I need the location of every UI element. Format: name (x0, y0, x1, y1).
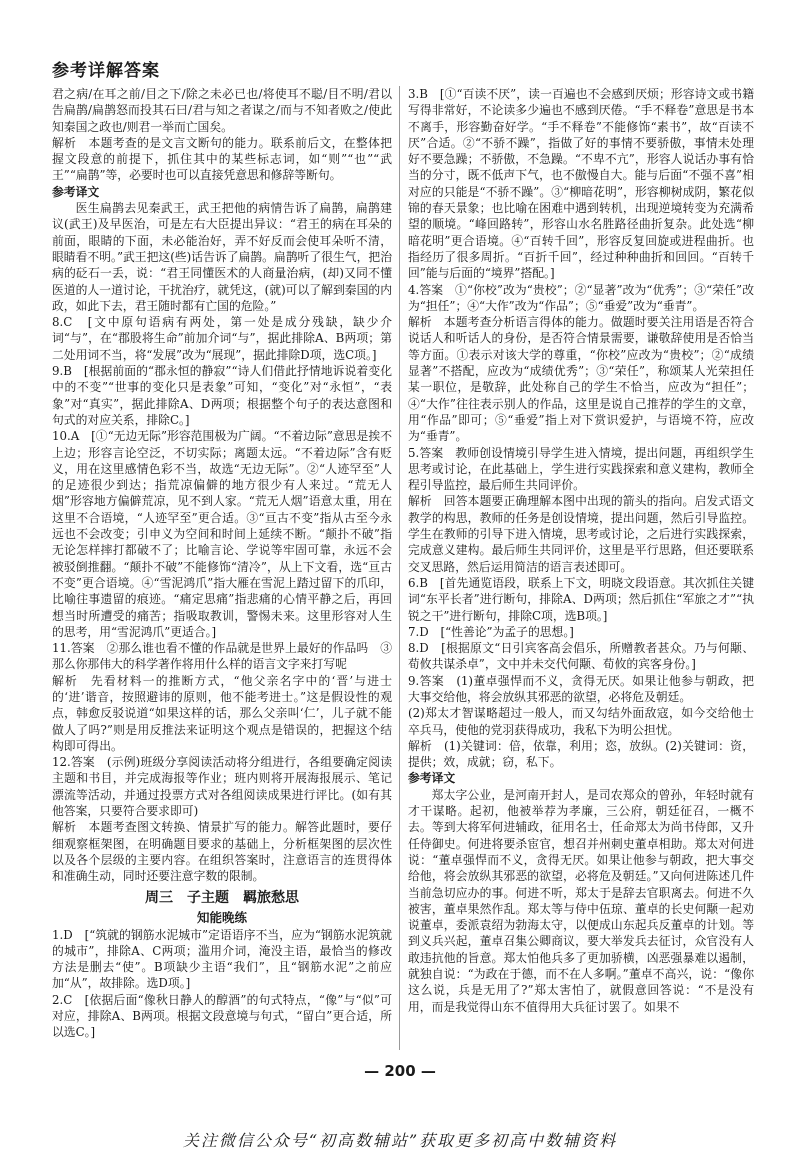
question-12-analysis: 解析 本题考查图文转换、情景扩写的能力。解答此题时，要仔细观察框架图，在明确题目要求的基础上，分析框架图的层次性以及各个层级的主要内容。在组织答案时，注意语言的连贯得体和准确生动，同时还要注意字数的限制。 (52, 820, 392, 884)
question-4-analysis: 解析 本题考查分析语言得体的能力。做题时要关注用语是否符合说话人和听话人的身份，是否符合情景需要，谦敬辞使用是否恰当等方面。①表示对该大学的尊重，“你校”应改为“贵校”；②“成绩显著”不搭配，应改为“成绩优秀”；③“荣任”，称颂某人光荣担任某一职位，是敬辞，此处称自己的学生不恰当，应改为“担任”；④“大作”往往表示别人的作品，这里是说自己推荐的学生的文章，用“作品”即可；⑤“垂爱”指上对下赏识爱护，与语境不符，应改为“垂青”。 (408, 315, 754, 444)
question-2-answer: 2.C [依据后面“像秋日静人的醇酒”的句式特点，“像”与“似”可对应，排除A、B两项。根据文段意境与句式，“留白”更合适，所以选C。] (52, 992, 392, 1040)
question-9-answer: 9.B [根据前面的“郡永恒的静寂”“诗人们借此抒情地诉说着变化中的不变”“世事的变化只是表象”可知，“变化”对“永恒”，“表象”对“真实”，据此排除A、D两项；根据整个句子的表达意图和句式的对应关系，排除C。] (52, 364, 392, 427)
footer-note: 关注微信公众号“初高数辅站”获取更多初高中数辅资料 (182, 1131, 618, 1150)
question-9-answer: 9.答案 (1)董卓强悍而不义，贪得无厌。如果让他参与朝政，把大事交给他，将会放纵其邪恶的欲望，必将危及朝廷。 (408, 673, 754, 704)
question-8-answer: 8.D [根据原文“日引宾客高会倡乐，所赠教者甚众。乃与何颙、荀攸共谋杀卓”，文中并未交代何颙、荀攸的宾客身份。] (408, 641, 754, 672)
question-1-answer: 1.D [“筑就的钢筋水泥城市”定语语序不当，应为“钢筋水泥筑就的城市”，排除A、C两项；滥用介词，淹没主语，最恰当的修改方法是删去“使”。B项缺少主语“我们”，且“钢筋水泥”之前应加“从”，故排除。选D项。] (52, 927, 392, 991)
reference-translation-title: 参考译文 (52, 184, 100, 199)
question-9-analysis: 解析 (1)关键词：倍，依靠，利用；恣，放纵。(2)关键词：资，提供；效，成就；窃，私下。 (408, 738, 754, 770)
question-12-answer: 12.答案 (示例)班级分享阅读活动将分组进行，各组要确定阅读主题和书目，并完成海报等作业；班内则将开展海报展示、笔记漂流等活动，并通过投票方式对各组阅读成果进行评比。(如有其他答案，只要符合要求即可) (52, 755, 392, 819)
question-5-answer: 5.答案 教师创设情境引导学生进入情境，提出问题，再组织学生思考或讨论，在此基础上，学生进行实践探索和意义建构，教师全程引导监控，最后师生共同评价。 (408, 445, 754, 493)
translation-paragraph: 郑太字公业，是河南开封人，是司农郑众的曾孙，年轻时就有才干谋略。起初，他被举荐为孝廉，三公府，朝廷征召，一概不去。等到大将军何进辅政，征用名士，任命郑太为尚书侍郎，又升任侍御史。何进将要杀宦官，想召并州刺史董卓相助。郑太对何进说：“董卓强悍而不义，贪得无厌。如果让他参与朝政，把大事交给他，将会放纵其邪恶的欲望，必将危及朝廷。”又向何进陈述几件当前急切应办的事。何进不听，郑太于是辞去官职离去。何进不久被害，董卓果然作乱。郑太等与侍中伍琼、董卓的长史何颙一起劝说董卓，委派袁绍为勃海太守，以便成山东起兵反董卓的计划。等到义兵兴起，董卓召集公卿商议，要大举发兵去征讨，众官没有人敢违抗他的旨意。郑太怕他兵多了更加骄横，凶恶强暴难以遏制，就独自说：“为政在于德，而不在人多啊。”董卓不高兴，说：“像你这么说，兵是无用了?”郑太害怕了，就假意回答说：“不是没有用，而是我觉得山东不值得用大兵征讨罢了。如果不 (408, 787, 754, 1014)
answer-paragraph: 君之病/在耳之前/目之下/除之未必已也/将使耳不聪/目不明/君以告扁鹊/扁鹊怒而投其石曰/君与知之者谋之/而与不知者败之/使此知秦国之政也/则君一举而亡国矣。 (52, 87, 392, 134)
question-5-analysis: 解析 回答本题要正确理解本图中出现的箭头的指向。启发式语文教学的构思，教师的任务是创设情境，提出问题，然后引导监控。学生在教师的引导下进入情境，思考或讨论，之后进行实践探索，完成意义建构。最后师生共同评价，这里是平行思路，但还要联系交叉思路，然后运用简洁的语言表述即可。 (408, 494, 754, 574)
question-8-answer: 8.C [文中原句语病有两处，第一处是成分残缺，缺少介词“与”，在“郡股将生命”前加介词“与”，据此排除A、B两项；第二处用词不当，将“发展”改为“展现”，据此排除D项，选C项。] (52, 315, 392, 362)
question-4-answer: 4.答案 ①“你校”改为“贵校”；②“显著”改为“优秀”；③“荣任”改为“担任”；④“大作”改为“作品”；⑤“垂爱”改为“垂青”。 (408, 282, 754, 313)
subsection-title: 知能晚练 (196, 909, 247, 925)
column-divider (399, 86, 400, 1050)
question-6-answer: 6.B [首先通览语段，联系上下文，明晓文段语意。其次抓住关键词“东平长者”进行断句，排除A、D两项；然后抓住“军旅之才”“执锐之干”进行断句，排除C项，选B项。] (408, 575, 754, 623)
right-column (408, 86, 754, 1050)
question-3-answer: 3.B [①“百读不厌”，读一百遍也不会感到厌烦；形容诗文或书籍写得非常好，不论读多少遍也不感到厌倦。“手不释卷”意思是书本不离手，形容勤奋好学。“手不释卷”不能修饰“素书”，故“百读不厌”合适。②“不骄不躁”，指做了好的事情不要骄傲，事情未处理好不要急躁；不骄傲，不急躁。“不卑不亢”，形容人说话办事有恰当的分寸，既不低声下气，也不傲慢自大。能与后面“不强不喜”相对应的只能是“不骄不躁”。③“柳暗花明”，形容柳树成阴，繁花似锦的春天景象；也比喻在困难中遇到转机，出现逆境转变为充满希望的顺境。“峰回路转”，形容山水名胜路径曲折复杂。此处选“柳暗花明”更合语境。④“百转千回”，形容反复回旋或进程曲折。也指经历了很多周折。“百折千回”，经过种种曲折和回回。“百转千回”能与后面的“境界”搭配。] (408, 87, 754, 281)
question-7-answer: 7.D [“性善论”为孟子的思想。] (408, 624, 574, 639)
section-title: 周三 子主题 羁旅愁思 (145, 889, 299, 906)
question-9-answer-2: (2)郑太才智谋略超过一般人，而又勾结外面敌寇，如今交给他士卒兵马，使他的党羽获得成功，我私下为明公担忧。 (408, 706, 754, 737)
reference-translation-title: 参考译文 (408, 771, 456, 786)
left-column (52, 86, 392, 1050)
question-11-answer: 11.答案 ②那么谁也看不懂的作品就是世界上最好的作品吗 ③那么你那伟大的科学著作将用什么样的语言文字来打写呢 (52, 641, 392, 672)
analysis-paragraph: 解析 本题考查的是文言文断句的能力。联系前后文，在整体把握文段意的前提下，抓住其中的某些标志词，如“则”“也”“武王”“扁鹊”等，必要时也可以直接凭意思和修辞等断句。 (52, 135, 392, 183)
question-11-analysis: 解析 先看材料一的推断方式，“他父亲名字中的‘晋’与进士的‘进’谐音，按照避讳的原则，他不能考进士。”这是假设性的观点，韩愈反驳说道“如果这样的话，那么父亲叫‘仁’，儿子就不能做人了吗?”则是用反推法来证明这个观点是错误的，把握这个结构即可得出。 (52, 673, 392, 753)
question-10-answer: 10.A [①“无边无际”形容范围极为广阔。“不着边际”意思是挨不上边；形容言论空泛，不切实际；离题太远。“不着边际”含有贬义，用在这里感情色彩不当，故选“无边无际”。②“人迹罕至”人的足迹很少到达；指荒凉偏僻的地方很少有人来过。“荒无人烟”形容地方偏僻荒凉，见不到人家。“荒无人烟”语意太重，用在这里不合语境，“人迹罕至”更合适。③“亘古不变”指从古至今永远也不会改变；引申义为空间和时间上延续不断。“颠扑不破”指无论怎样摔打都破不了；比喻言论、学说等牢固可靠，永远不会被驳倒推翻。“颠扑不破”不能修饰“清冷”，从上下文看，选“亘古不变”更合语境。④“雪泥鸿爪”指大雁在雪泥上踏过留下的爪印，比喻往事遗留的痕迹。“痛定思痛”指悲痛的心情平静之后，再回想当时所遭受的痛苦；指吸取教训，警惕未来。这里形容对人生的思考，用“雪泥鸿爪”更适合。] (52, 429, 392, 639)
translation-paragraph: 医生扁鹊去见秦武王，武王把他的病情告诉了扁鹊，扁鹊建议(武王)及早医治，可是左右大臣提出异议：“君王的病在耳朵的前面，眼睛的下面，未必能治好，弄不好反而会使耳朵听不清，眼睛看不明。”武王把这(些)话告诉了扁鹊。扁鹊听了很生气，把治病的砭石一丢，说：“君王同懂医术的人商量治病，(却)又同不懂医道的人一道讨论，干扰治疗，就凭这，(就)可以了解到秦国的内政，如此下去，君王随时都有亡国的危险。” (52, 201, 392, 313)
page-number: — 200 — (364, 1062, 436, 1080)
page-header: 参考详解答案 (52, 61, 160, 81)
